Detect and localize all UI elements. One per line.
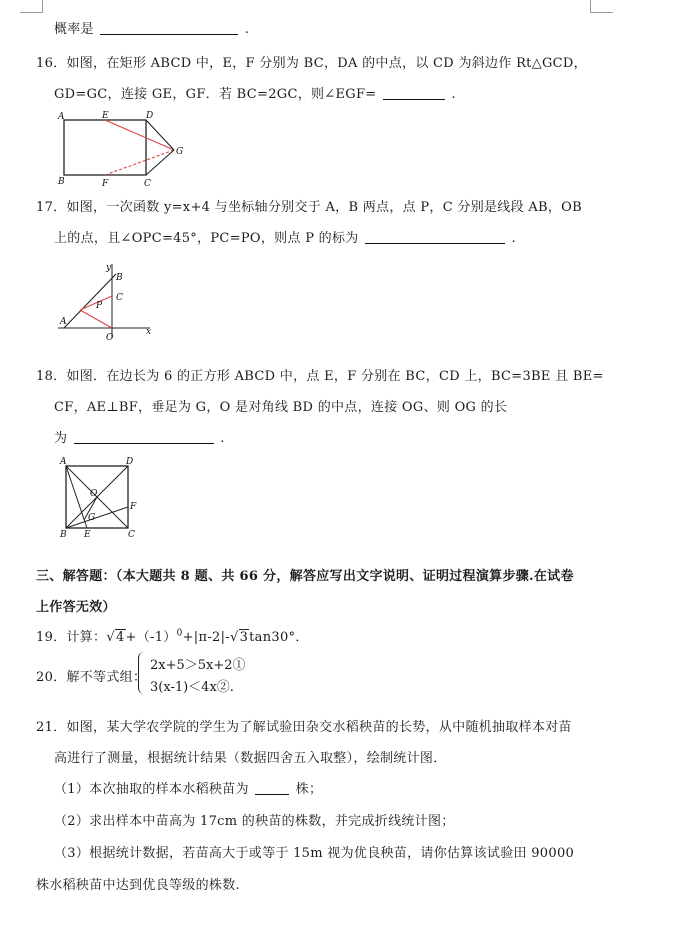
fig16-label-f: F <box>102 179 109 189</box>
q16-line2 <box>54 83 456 102</box>
q19-mid2: +|π-2|- <box>182 630 230 645</box>
fig18-label-f: F <box>130 502 137 512</box>
q19-mid: +（-1） <box>125 630 177 645</box>
sqrt-sign-2: √ <box>229 630 239 645</box>
q21-part1 <box>54 778 322 797</box>
page-corner-mark-left <box>20 0 43 13</box>
fig17-label-a: A <box>60 317 67 327</box>
fig16-label-b: B <box>58 177 65 187</box>
q16-figure <box>52 110 192 194</box>
fig18-label-o: O <box>90 489 98 499</box>
q21-line2: 高进行了测量，根据统计结果（数据四舍五入取整），绘制统计图． <box>54 751 447 766</box>
top-line-prefix: 概率是 <box>54 22 94 37</box>
section3-heading-line1: 三、解答题：（本大题共 8 题、共 66 分，解答应写出文字说明、证明过程演算步骤.在试卷 <box>36 569 574 584</box>
q19-exp: 0 <box>176 628 183 639</box>
q21-part3-cont: 株水稻秧苗中达到优良等级的株数. <box>36 878 240 893</box>
q19-suffix: tan30°． <box>249 630 309 645</box>
fig18-label-g: G <box>88 513 96 523</box>
sqrt-sign: √ <box>106 630 115 645</box>
q17-answer-blank <box>365 242 505 244</box>
q16-line1: 16．如图，在矩形 ABCD 中，E，F 分别为 BC，DA 的中点，以 CD 为斜边作 Rt△GCD， <box>36 56 587 71</box>
top-line-suffix: . <box>244 22 250 37</box>
q17-figure <box>56 258 156 346</box>
q20-eq1: 2x+5＞5x+2① <box>150 658 246 673</box>
q16-line2-text: GD=GC，连接 GE，GF．若 BC=2GC，则∠EGF= <box>54 87 377 102</box>
q17-line1: 17．如图，一次函数 y=x+4 与坐标轴分别交于 A，B 两点，点 P，C 分别是线段 AB，OB <box>36 200 582 215</box>
answer-blank <box>100 33 238 35</box>
q20-prefix: 20．解不等式组： <box>36 670 147 685</box>
q17-line2-text: 上的点，且∠OPC=45°，PC=PO，则点 P 的标为 <box>54 231 359 246</box>
q19-prefix: 19．计算： <box>36 630 107 645</box>
fig18-label-c: C <box>128 530 135 538</box>
q21-part1-suffix: 株； <box>295 782 323 797</box>
q18-line2: CF，AE⊥BF，垂足为 G，O 是对角线 BD 的中点，连接 OG、则 OG 的长 <box>54 400 508 415</box>
q19-radicand2: 3 <box>239 630 249 645</box>
q18-line3-text: 为 <box>54 431 68 446</box>
fig18-label-b: B <box>60 530 67 538</box>
q18-figure <box>56 454 146 542</box>
q21-line1: 21．如图，某大学农学院的学生为了解试验田杂交水稻秧苗的长势，从中随机抽取样本对苗 <box>36 720 572 735</box>
fig16-label-d: D <box>146 111 154 121</box>
top-line <box>54 18 249 37</box>
q18-line3 <box>54 427 225 446</box>
q16-line2-suffix: . <box>451 87 456 102</box>
q18-line1: 18．如图．在边长为 6 的正方形 ABCD 中，点 E，F 分别在 BC，CD 上，BC=3BE 且 BE= <box>36 369 604 384</box>
fig17-label-x: x <box>146 327 152 337</box>
q20-suffix: . <box>229 680 234 695</box>
q17-line2 <box>54 227 516 246</box>
fig16-label-c: C <box>144 179 151 189</box>
fig16-label-a: A <box>58 112 65 122</box>
q20-eq2 <box>150 676 234 695</box>
page-corner-mark-right <box>590 0 613 13</box>
q19-radicand1: 4 <box>115 630 125 645</box>
q18-line3-suffix: . <box>220 431 225 446</box>
fig17-label-y: y <box>106 263 112 273</box>
fig17-label-c: C <box>116 293 123 303</box>
q21-answer-blank <box>255 793 289 795</box>
q19-line <box>36 626 309 645</box>
fig18-label-d: D <box>126 457 134 467</box>
q21-part1-text: （1）本次抽取的样本水稻秧苗为 <box>54 782 249 797</box>
fig16-label-g: G <box>176 147 184 157</box>
q20-brace <box>138 652 147 694</box>
fig17-label-p: P <box>96 301 103 311</box>
q21-part3: （3）根据统计数据，若苗高大于或等于 15m 视为优良秧苗，请你估算该试验田 90000 <box>54 846 575 861</box>
q20-eq2-text: 3(x-1)＜4x② <box>150 680 230 695</box>
fig18-label-e: E <box>84 530 91 538</box>
q16-answer-blank <box>383 98 445 100</box>
q18-answer-blank <box>74 442 214 444</box>
fig17-label-b: B <box>116 273 123 283</box>
fig16-label-e: E <box>102 111 109 121</box>
section3-heading-line2: 上作答无效） <box>36 600 116 615</box>
fig18-label-a: A <box>60 457 67 467</box>
q17-line2-suffix: . <box>511 231 516 246</box>
fig17-label-o: O <box>106 333 114 342</box>
q21-part2: （2）求出样本中苗高为 17cm 的秧苗的株数，并完成折线统计图； <box>54 814 455 829</box>
